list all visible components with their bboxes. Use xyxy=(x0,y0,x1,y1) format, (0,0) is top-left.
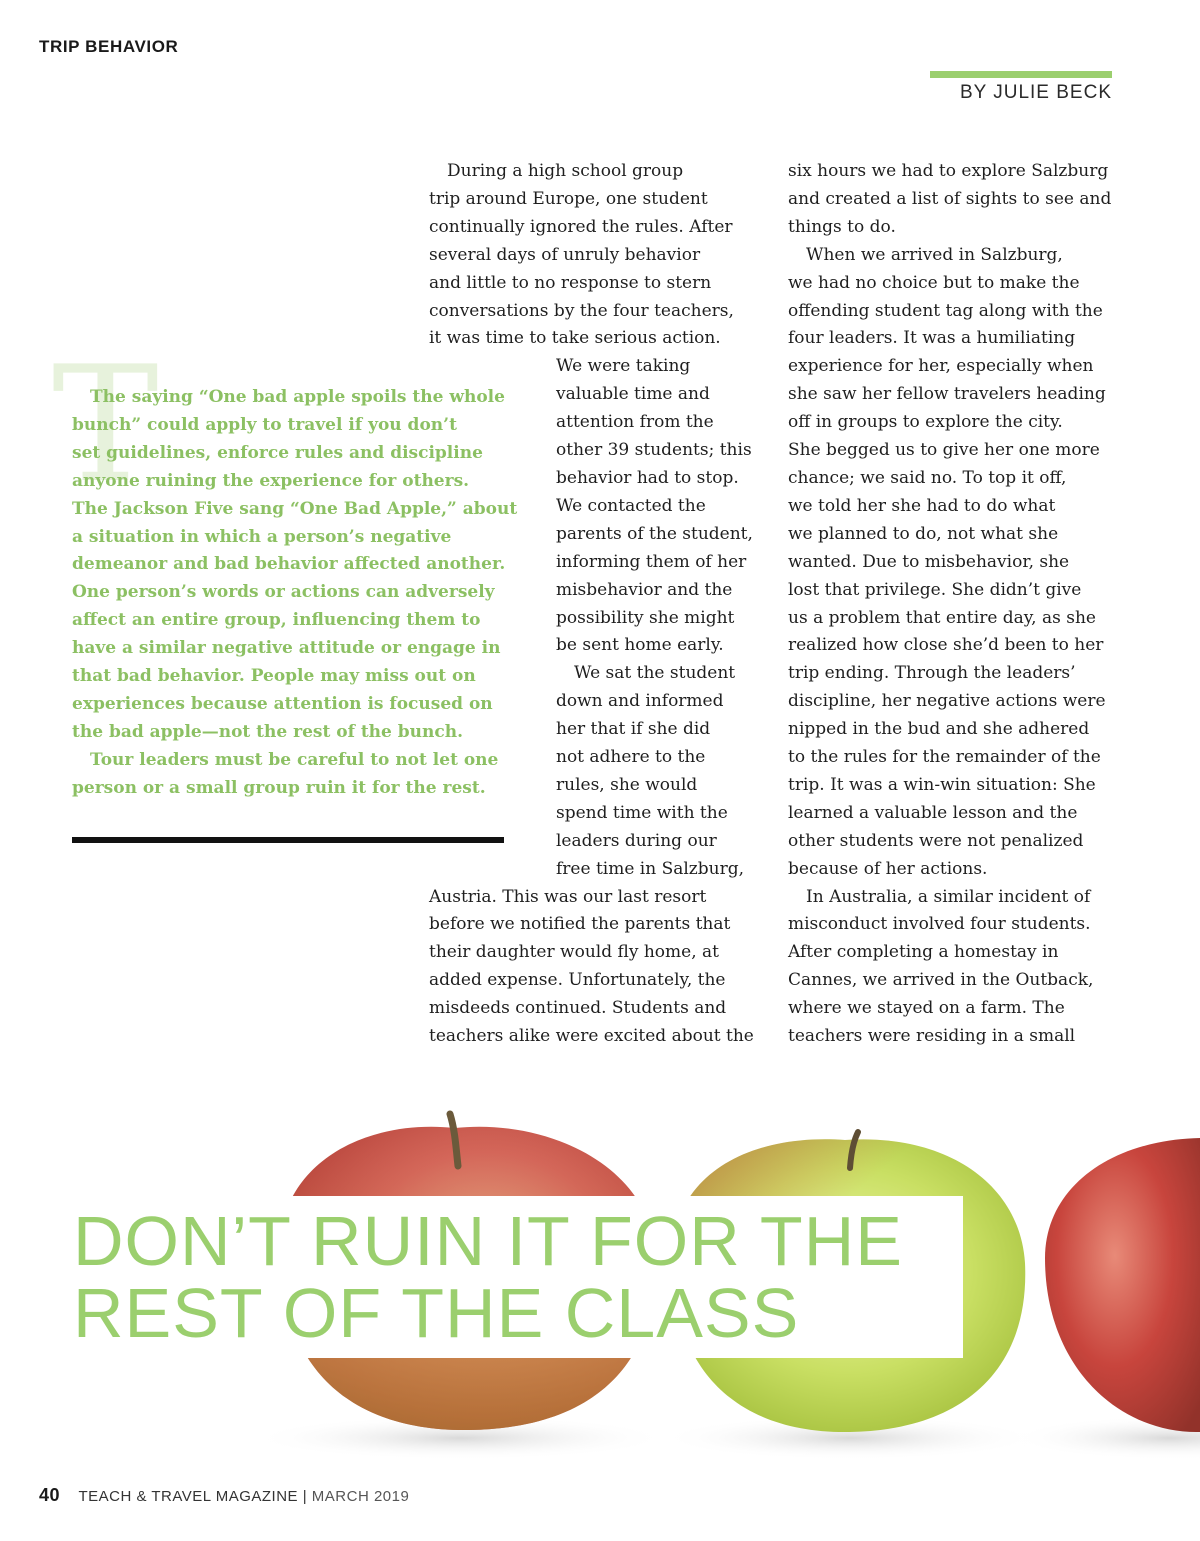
body-line: it was time to take serious action. xyxy=(429,328,721,349)
pullquote-line: experiences because attention is focused on xyxy=(72,693,493,714)
body-line: We contacted the xyxy=(556,495,706,516)
body-line: several days of unruly behavior xyxy=(429,244,701,265)
body-line: we told her she had to do what xyxy=(788,495,1056,516)
pullquote-line: a situation in which a person’s negative xyxy=(72,526,452,547)
body-line: continually ignored the rules. After xyxy=(429,216,733,237)
issue-date: MARCH 2019 xyxy=(311,1488,410,1505)
headline-line-1: DON’T RUIN IT FOR THE xyxy=(73,1202,903,1280)
body-line: We sat the student xyxy=(574,663,736,684)
body-line: Cannes, we arrived in the Outback, xyxy=(788,970,1094,991)
body-line: In Australia, a similar incident of xyxy=(806,886,1091,907)
article-headline xyxy=(73,1202,903,1352)
pullquote-line: that bad behavior. People may miss out on xyxy=(72,666,476,687)
body-line: we had no choice but to make the xyxy=(788,272,1080,293)
body-line: we planned to do, not what she xyxy=(788,523,1059,544)
pullquote-dropcap: T xyxy=(52,331,159,518)
byline: BY JULIE BECK xyxy=(959,82,1112,103)
body-line: misdeeds continued. Students and xyxy=(429,998,727,1019)
body-line: When we arrived in Salzburg, xyxy=(806,244,1063,265)
body-line: before we notified the parents that xyxy=(429,914,731,935)
body-line: other 39 students; this xyxy=(556,440,752,461)
publication-name: TEACH & TRAVEL MAGAZINE xyxy=(78,1488,299,1505)
body-line: wanted. Due to misbehavior, she xyxy=(788,551,1070,572)
body-line: She begged us to give her one more xyxy=(788,440,1100,461)
body-line: leaders during our xyxy=(556,830,717,851)
footer-separator: | xyxy=(302,1488,308,1505)
body-line: behavior had to stop. xyxy=(556,467,739,488)
article-column-right xyxy=(788,158,1118,1051)
body-line: experience for her, especially when xyxy=(788,356,1094,377)
body-line: off in groups to explore the city. xyxy=(788,412,1063,433)
pullquote-line: The saying “One bad apple spoils the whole xyxy=(90,387,505,407)
body-line: teachers were residing in a small xyxy=(788,1026,1076,1047)
body-line: down and informed xyxy=(556,691,724,712)
body-line: and little to no response to stern xyxy=(429,272,712,293)
section-label: TRIP BEHAVIOR xyxy=(39,37,179,56)
pullquote-line: the bad apple—not the rest of the bunch. xyxy=(72,721,463,742)
body-line: lost that privilege. She didn’t give xyxy=(788,579,1082,600)
body-line: trip. It was a win-win situation: She xyxy=(788,774,1096,795)
body-line: other students were not penalized xyxy=(788,830,1084,851)
body-line: conversations by the four teachers, xyxy=(429,300,734,321)
pullquote-line: anyone ruining the experience for others. xyxy=(72,470,470,491)
page-number: 40 xyxy=(39,1485,61,1505)
body-line: free time in Salzburg, xyxy=(556,858,745,879)
body-line: where we stayed on a farm. The xyxy=(788,998,1065,1019)
pullquote-line: bunch” could apply to travel if you don’t xyxy=(72,414,457,435)
body-line: to the rules for the remainder of the xyxy=(788,747,1101,768)
body-line: learned a valuable lesson and the xyxy=(788,802,1078,823)
pullquote-rule xyxy=(72,837,504,843)
pullquote-line: Tour leaders must be careful to not let one xyxy=(90,749,499,770)
body-line: their daughter would fly home, at xyxy=(429,942,719,963)
body-line: chance; we said no. To top it off, xyxy=(788,467,1067,488)
body-line: After completing a homestay in xyxy=(788,942,1059,963)
body-line: offending student tag along with the xyxy=(788,300,1103,321)
body-line: informing them of her xyxy=(556,551,747,572)
body-line: We were taking xyxy=(556,356,691,377)
apple-red-right xyxy=(1045,1138,1200,1432)
pullquote-line: affect an entire group, influencing them to xyxy=(72,610,481,631)
body-line: discipline, her negative actions were xyxy=(788,691,1106,712)
pullquote-line: have a similar negative attitude or engage in xyxy=(72,638,501,659)
pullquote xyxy=(72,384,518,803)
body-line: misconduct involved four students. xyxy=(788,914,1091,935)
body-line: because of her actions. xyxy=(788,858,988,879)
pullquote-line: person or a small group ruin it for the rest. xyxy=(72,777,486,798)
body-line: misbehavior and the xyxy=(556,579,733,600)
body-line: trip around Europe, one student xyxy=(429,188,708,209)
body-line: her that if she did xyxy=(556,719,711,740)
body-line: six hours we had to explore Salzburg xyxy=(788,161,1109,181)
body-line: things to do. xyxy=(788,216,896,237)
body-line: and created a list of sights to see and xyxy=(788,188,1112,209)
body-line: Austria. This was our last resort xyxy=(429,886,707,907)
pullquote-line: demeanor and bad behavior affected another. xyxy=(72,554,506,575)
body-line: added expense. Unfortunately, the xyxy=(429,970,726,991)
body-line: nipped in the bud and she adhered xyxy=(788,719,1090,740)
body-line: parents of the student, xyxy=(556,523,753,544)
body-line: be sent home early. xyxy=(556,635,724,656)
body-line: valuable time and xyxy=(556,384,710,405)
body-line: possibility she might xyxy=(556,607,735,628)
body-line: us a problem that entire day, as she xyxy=(788,607,1096,628)
body-line: realized how close she’d been to her xyxy=(788,635,1104,656)
body-line: During a high school group xyxy=(447,161,684,181)
body-line: trip ending. Through the leaders’ xyxy=(788,663,1076,684)
body-line: spend time with the xyxy=(556,802,728,823)
body-line: she saw her fellow travelers heading xyxy=(788,384,1106,405)
body-line: teachers alike were excited about the xyxy=(429,1026,754,1047)
byline-rule xyxy=(930,71,1112,78)
pullquote-line: set guidelines, enforce rules and discipline xyxy=(72,442,483,463)
body-line: four leaders. It was a humiliating xyxy=(788,328,1076,349)
body-line: rules, she would xyxy=(556,774,698,795)
pullquote-line: The Jackson Five sang “One Bad Apple,” about xyxy=(72,498,518,519)
headline-line-2: REST OF THE CLASS xyxy=(73,1274,800,1352)
pullquote-line: One person’s words or actions can adversely xyxy=(72,582,495,603)
page-footer xyxy=(39,1485,409,1506)
body-line: attention from the xyxy=(556,412,714,433)
body-line: not adhere to the xyxy=(556,747,706,768)
